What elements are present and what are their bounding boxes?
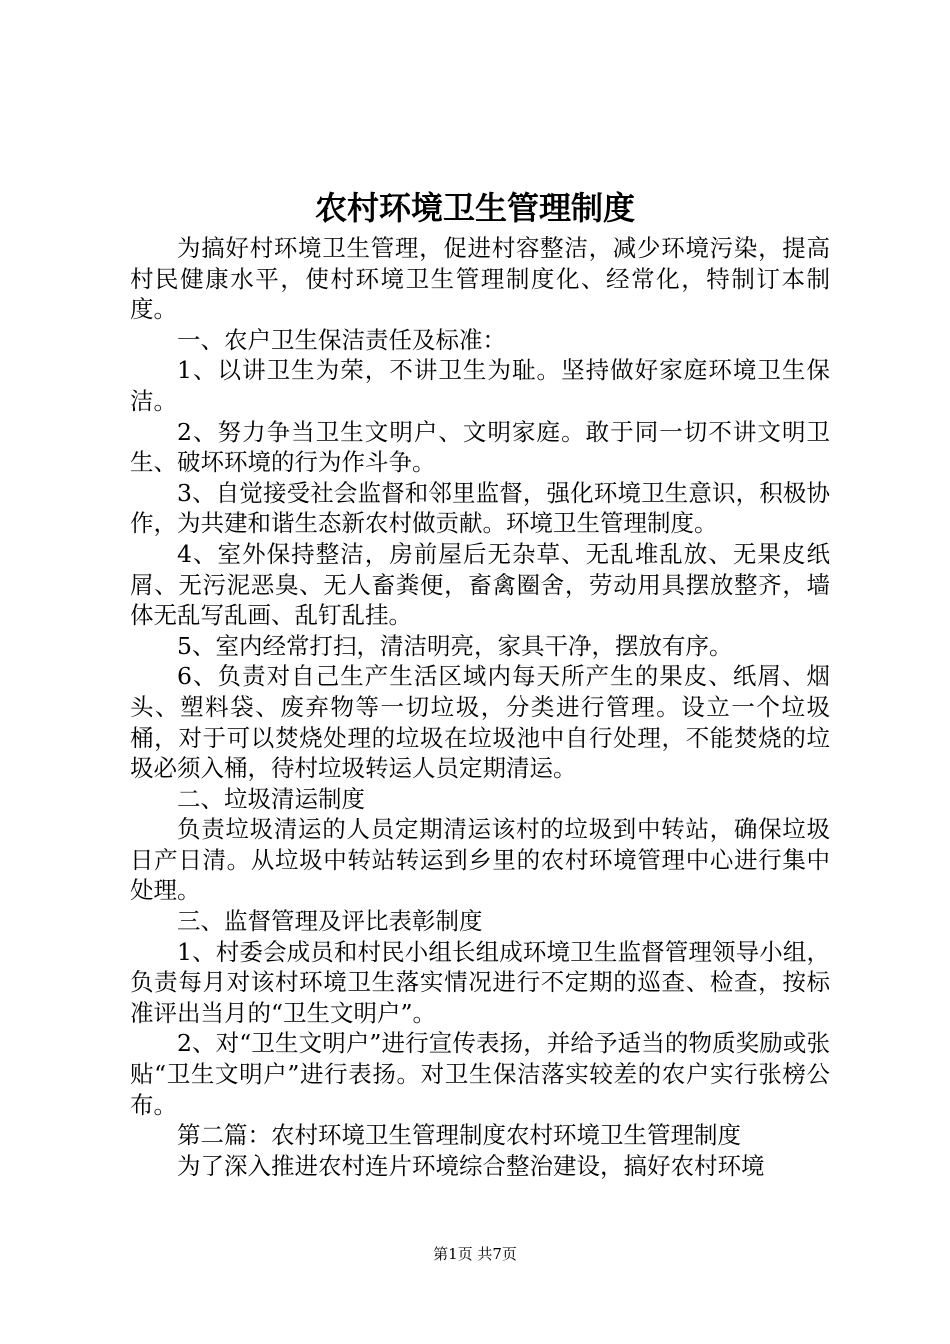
document-title: 农村环境卫生管理制度 bbox=[314, 189, 635, 227]
paragraph-section-2: 负责垃圾清运的人员定期清运该村的垃圾到中转站，确保垃圾日产日清。从垃圾中转站转运到乡里的农村环境管理中心进行集中处理。 bbox=[130, 815, 830, 905]
section-heading-1: 一、农户卫生保洁责任及标准： bbox=[177, 325, 506, 354]
section-heading-2: 二、垃圾清运制度 bbox=[177, 784, 365, 813]
list-item-1-5: 5、室内经常打扫，清洁明亮，家具干净，摆放有序。 bbox=[177, 631, 733, 660]
paragraph-intro: 为搞好村环境卫生管理，促进村容整洁，减少环境污染，提高村民健康水平，使村环境卫生管理制度化、经常化，特制订本制度。 bbox=[130, 234, 830, 324]
section-heading-3: 三、监督管理及评比表彰制度 bbox=[177, 907, 483, 936]
page-number-footer: 第1页 共7页 bbox=[433, 1245, 517, 1263]
list-item-1-2: 2、努力争当卫生文明户、文明家庭。敢于同一切不讲文明卫生、破坏环境的行为作斗争。 bbox=[130, 417, 830, 477]
list-item-3-1: 1、村委会成员和村民小组长组成环境卫生监督管理领导小组，负责每月对该村环境卫生落实情况进行不定期的巡查、检查，按标准评出当月的“卫生文明户”。 bbox=[130, 937, 830, 1027]
list-item-1-6: 6、负责对自己生产生活区域内每天所产生的果皮、纸屑、烟头、塑料袋、废弃物等一切垃圾，分类进行管理。设立一个垃圾桶，对于可以焚烧处理的垃圾在垃圾池中自行处理，不能焚烧的垃圾必须入桶，待村垃圾转运人员定期清运。 bbox=[130, 662, 830, 783]
paragraph-chapter-2-intro: 为了深入推进农村连片环境综合整治建设，搞好农村环境 bbox=[177, 1151, 765, 1180]
document-body bbox=[130, 233, 830, 1181]
chapter-heading-2: 第二篇：农村环境卫生管理制度农村环境卫生管理制度 bbox=[177, 1121, 741, 1150]
list-item-1-4: 4、室外保持整洁，房前屋后无杂草、无乱堆乱放、无果皮纸屑、无污泥恶臭、无人畜粪便，畜禽圈舍，劳动用具摆放整齐，墙体无乱写乱画、乱钉乱挂。 bbox=[130, 539, 830, 630]
list-item-1-3: 3、自觉接受社会监督和邻里监督，强化环境卫生意识，积极协作，为共建和谐生态新农村做贡献。环境卫生管理制度。 bbox=[130, 478, 830, 538]
list-item-1-1: 1、以讲卫生为荣，不讲卫生为耻。坚持做好家庭环境卫生保洁。 bbox=[130, 356, 830, 415]
list-item-3-2: 2、对“卫生文明户”进行宣传表扬，并给予适当的物质奖励或张贴“卫生文明户”进行表扬。对卫生保洁落实较差的农户实行张榜公布。 bbox=[130, 1029, 830, 1119]
